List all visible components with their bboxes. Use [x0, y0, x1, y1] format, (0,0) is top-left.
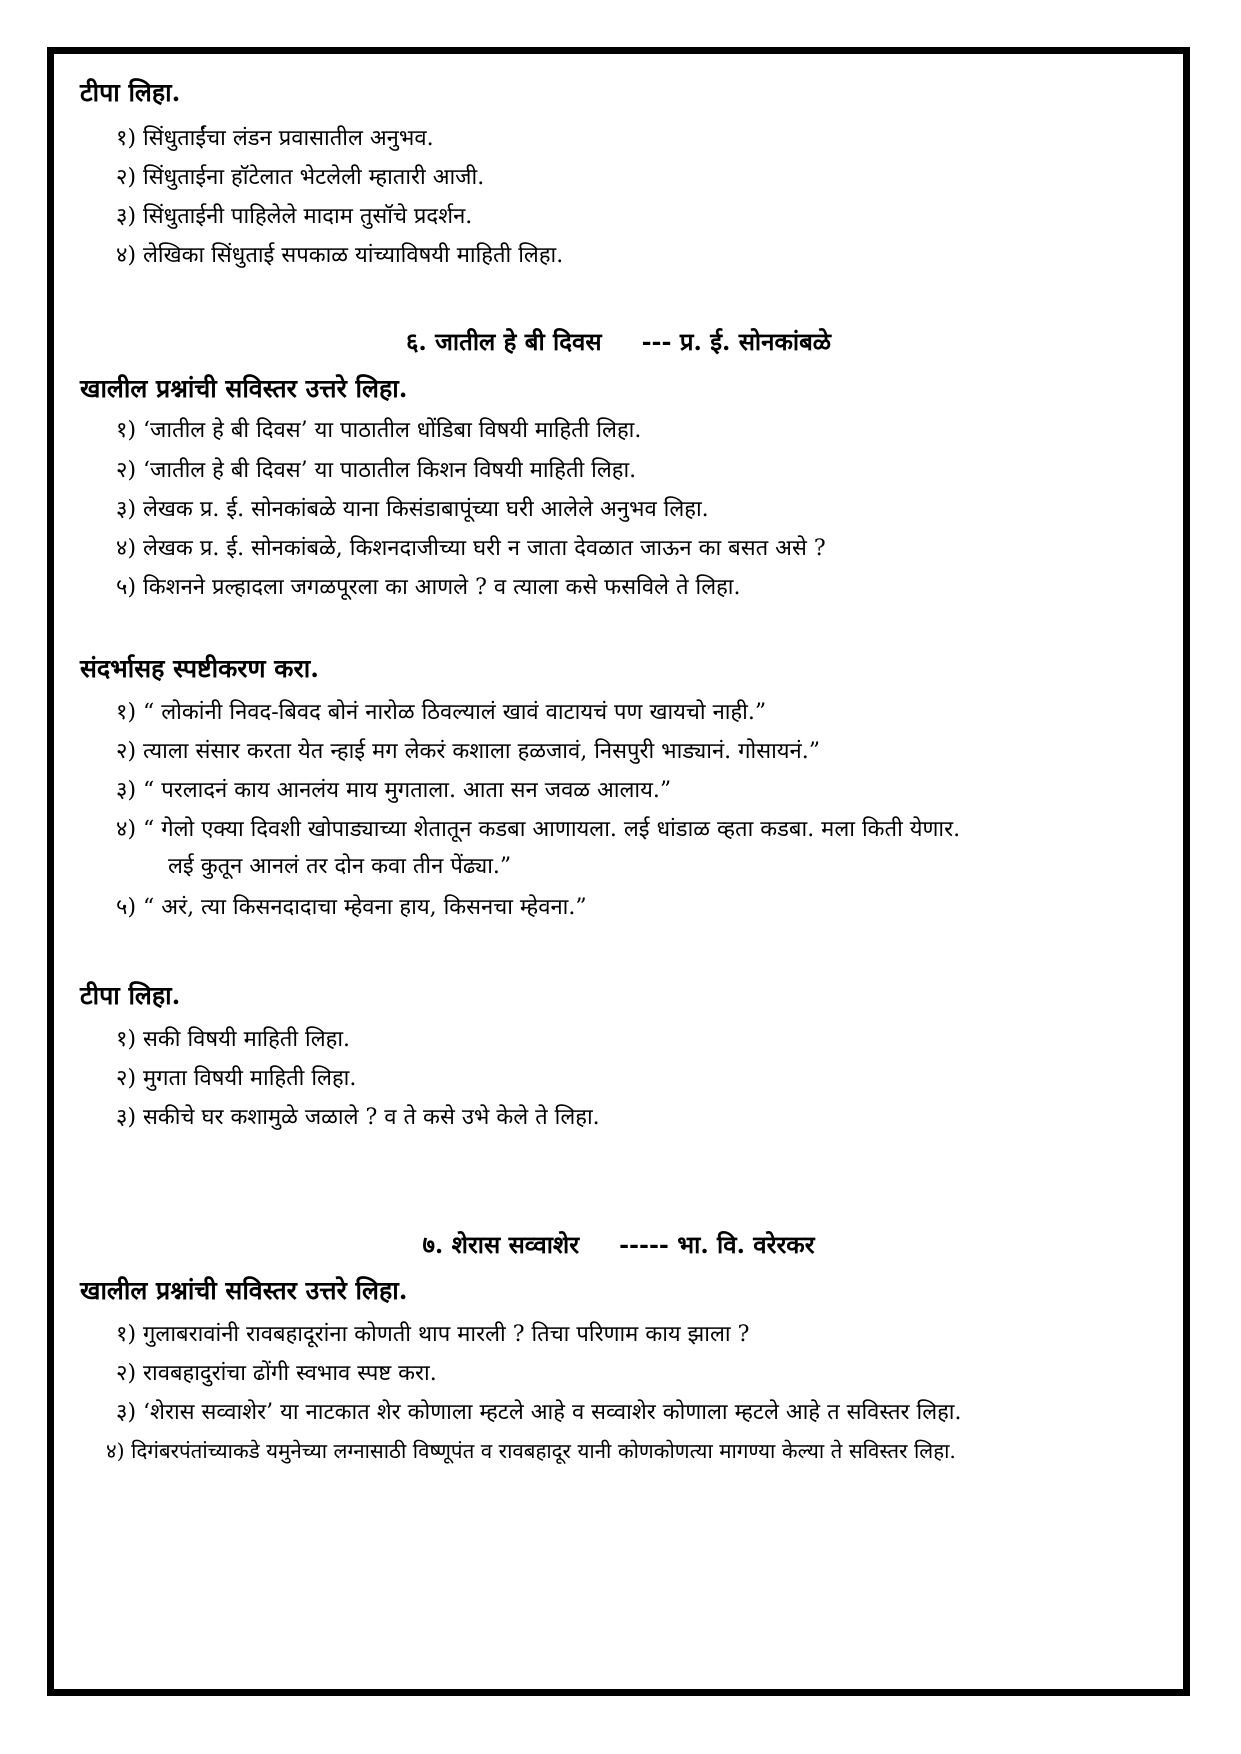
section-heading-notes: टीपा लिहा.	[80, 981, 181, 1010]
list-item: ४) “ गेलो एक्या दिवशी खोपाड्याच्या शेतातून कडबा आणायला. लई धांडाळ व्हता कडबा. मला किती येणार.	[116, 817, 961, 842]
list-item: १) सकी विषयी माहिती लिहा.	[116, 1027, 351, 1052]
chapter-6-title	[54, 328, 1183, 357]
list-item: ३) लेखक प्र. ई. सोनकांबळे याना किसंडाबापूंच्या घरी आलेले अनुभव लिहा.	[116, 497, 709, 522]
list-item: १) सिंधुताईंचा लंडन प्रवासातील अनुभव.	[116, 126, 434, 151]
chapter-author: --- प्र. ई. सोनकांबळे	[641, 327, 832, 356]
list-item-continuation: लई कुतून आनलं तर दोन कवा तीन पेंढ्या.”	[168, 854, 512, 879]
chapter-title: ७. शेरास सव्वाशेर	[422, 1230, 580, 1259]
list-item: २) मुगता विषयी माहिती लिहा.	[116, 1066, 357, 1091]
list-item: ३) “ परलादनं काय आनलंय माय मुगताला. आता सन जवळ आलाय.”	[116, 778, 672, 803]
list-item: ३) ‘शेरास सव्वाशेर’ या नाटकात शेर कोणाला म्हटले आहे व सव्वाशेर कोणाला म्हटले आहे त सविस्तर लिहा.	[116, 1400, 962, 1425]
section-heading-references: संदर्भासह स्पष्टीकरण करा.	[80, 654, 319, 683]
list-item: १) ‘जातील हे बी दिवस’ या पाठातील धोंडिबा विषयी माहिती लिहा.	[116, 418, 642, 443]
chapter-7-title	[54, 1231, 1183, 1260]
list-item: ४) दिगंबरपंतांच्याकडे यमुनेच्या लग्नासाठी विष्णूपंत व रावबहादूर यानी कोणकोणत्या मागण्या केल्या ते सविस्तर लिहा.	[106, 1439, 956, 1463]
section-heading-questions: खालील प्रश्नांची सविस्तर उत्तरे लिहा.	[80, 1276, 408, 1305]
list-item: २) रावबहादुरांचा ढोंगी स्वभाव स्पष्ट करा.	[116, 1361, 437, 1386]
list-item: १) गुलाबरावांनी रावबहादूरांना कोणती थाप मारली ? तिचा परिणाम काय झाला ?	[116, 1322, 750, 1347]
list-item: २) ‘जातील हे बी दिवस’ या पाठातील किशन विषयी माहिती लिहा.	[116, 458, 637, 483]
section-heading-notes: टीपा लिहा.	[80, 78, 181, 107]
page-content	[54, 54, 1183, 1689]
chapter-title: ६. जातील हे बी दिवस	[405, 327, 602, 356]
page-border	[47, 47, 1190, 1696]
section-heading-questions: खालील प्रश्नांची सविस्तर उत्तरे लिहा.	[80, 374, 408, 403]
list-item: ३) सिंधुताईनी पाहिलेले मादाम तुसॉचे प्रदर्शन.	[116, 204, 473, 229]
chapter-author: ----- भा. वि. वरेरकर	[619, 1230, 815, 1259]
list-item: ५) “ अरं, त्या किसनदादाचा म्हेवना हाय, किसनचा म्हेवना.”	[116, 895, 587, 920]
list-item: २) सिंधुताईना हॉटेलात भेटलेली म्हातारी आजी.	[116, 165, 485, 190]
list-item: ३) सकीचे घर कशामुळे जळाले ? व ते कसे उभे केले ते लिहा.	[116, 1105, 600, 1130]
list-item: २) त्याला संसार करता येत न्हाई मग लेकरं कशाला हळजावं, निसपुरी भाड्यानं. गोसायनं.”	[116, 739, 821, 764]
list-item: ५) किशनने प्रल्हादला जगळपूरला का आणले ? व त्याला कसे फसविले ते लिहा.	[116, 575, 741, 600]
list-item: ४) लेखिका सिंधुताई सपकाळ यांच्याविषयी माहिती लिहा.	[116, 243, 564, 268]
list-item: १) “ लोकांनी निवद-बिवद बोनं नारोळ ठिवल्यालं खावं वाटायचं पण खायचो नाही.”	[116, 700, 767, 725]
list-item: ४) लेखक प्र. ई. सोनकांबळे, किशनदाजीच्या घरी न जाता देवळात जाऊन का बसत असे ?	[116, 536, 826, 561]
